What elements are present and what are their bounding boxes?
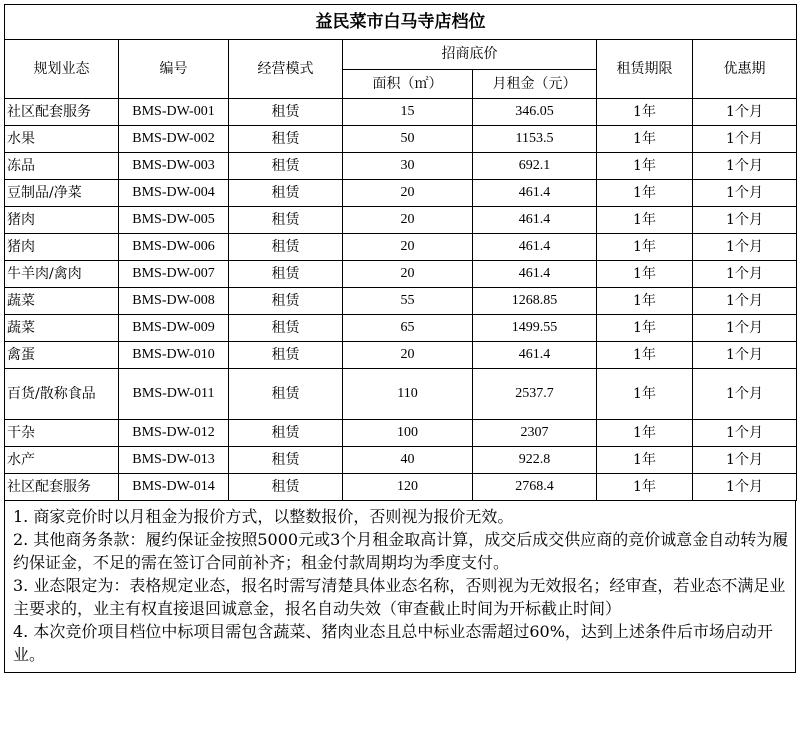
cell-discount: 1个月 [693, 207, 797, 234]
header-mode: 经营模式 [229, 40, 343, 99]
cell-discount: 1个月 [693, 99, 797, 126]
table-row [5, 288, 797, 315]
cell-mode: 租赁 [229, 261, 343, 288]
cell-code: BMS-DW-013 [119, 447, 229, 474]
cell-discount: 1个月 [693, 369, 797, 420]
header-monthly-rent: 月租金（元） [473, 69, 597, 99]
cell-mode: 租赁 [229, 315, 343, 342]
cell-code: BMS-DW-002 [119, 126, 229, 153]
cell-business: 蔬菜 [5, 288, 119, 315]
cell-business: 蔬菜 [5, 315, 119, 342]
cell-code: BMS-DW-007 [119, 261, 229, 288]
note-item: 3. 业态限定为：表格规定业态，报名时需写清楚具体业态名称，否则视为无效报名；经审查，若业态不满足业主要求的，业主有权直接退回诚意金，报名自动失效（审查截止时间为开标截止时间） [13, 576, 786, 618]
cell-term: 1年 [597, 288, 693, 315]
cell-area: 55 [343, 288, 473, 315]
cell-business: 社区配套服务 [5, 99, 119, 126]
cell-discount: 1个月 [693, 420, 797, 447]
cell-code: BMS-DW-014 [119, 474, 229, 501]
cell-area: 110 [343, 369, 473, 420]
cell-code: BMS-DW-006 [119, 234, 229, 261]
cell-code: BMS-DW-009 [119, 315, 229, 342]
cell-code: BMS-DW-001 [119, 99, 229, 126]
cell-rent: 692.1 [473, 153, 597, 180]
cell-rent: 1499.55 [473, 315, 597, 342]
cell-discount: 1个月 [693, 474, 797, 501]
cell-area: 20 [343, 207, 473, 234]
note-item: 2. 其他商务条款：履约保证金按照5000元或3个月租金取高计算，成交后成交供应商的竞价诚意金自动转为履约保证金，不足的需在签订合同前补齐；租金付款周期均为季度支付。 [13, 530, 789, 572]
cell-business: 冻品 [5, 153, 119, 180]
table-row [5, 180, 797, 207]
cell-business: 猪肉 [5, 234, 119, 261]
cell-business: 干杂 [5, 420, 119, 447]
table-row [5, 420, 797, 447]
cell-term: 1年 [597, 153, 693, 180]
cell-discount: 1个月 [693, 180, 797, 207]
table-row [5, 315, 797, 342]
cell-discount: 1个月 [693, 153, 797, 180]
cell-term: 1年 [597, 234, 693, 261]
cell-area: 100 [343, 420, 473, 447]
cell-rent: 2307 [473, 420, 597, 447]
cell-term: 1年 [597, 315, 693, 342]
cell-term: 1年 [597, 99, 693, 126]
cell-rent: 1268.85 [473, 288, 597, 315]
table-row [5, 126, 797, 153]
table-row [5, 99, 797, 126]
cell-rent: 2537.7 [473, 369, 597, 420]
cell-rent: 461.4 [473, 180, 597, 207]
header-reserve-price: 招商底价 [343, 40, 597, 70]
cell-discount: 1个月 [693, 288, 797, 315]
cell-code: BMS-DW-004 [119, 180, 229, 207]
cell-rent: 2768.4 [473, 474, 597, 501]
cell-mode: 租赁 [229, 420, 343, 447]
cell-mode: 租赁 [229, 447, 343, 474]
cell-discount: 1个月 [693, 126, 797, 153]
cell-business: 水产 [5, 447, 119, 474]
cell-mode: 租赁 [229, 153, 343, 180]
cell-mode: 租赁 [229, 288, 343, 315]
cell-rent: 461.4 [473, 261, 597, 288]
cell-rent: 461.4 [473, 207, 597, 234]
cell-discount: 1个月 [693, 342, 797, 369]
cell-discount: 1个月 [693, 261, 797, 288]
cell-discount: 1个月 [693, 447, 797, 474]
cell-term: 1年 [597, 474, 693, 501]
document-sheet [4, 4, 796, 733]
header-term: 租赁期限 [597, 40, 693, 99]
cell-business: 豆制品/净菜 [5, 180, 119, 207]
notes-section [4, 501, 796, 673]
header-discount: 优惠期 [693, 40, 797, 99]
cell-mode: 租赁 [229, 369, 343, 420]
table-row [5, 153, 797, 180]
cell-code: BMS-DW-010 [119, 342, 229, 369]
cell-business: 社区配套服务 [5, 474, 119, 501]
cell-rent: 461.4 [473, 342, 597, 369]
note-item: 1. 商家竞价时以月租金为报价方式，以整数报价，否则视为报价无效。 [13, 507, 514, 526]
cell-mode: 租赁 [229, 234, 343, 261]
cell-code: BMS-DW-012 [119, 420, 229, 447]
cell-area: 30 [343, 153, 473, 180]
cell-rent: 346.05 [473, 99, 597, 126]
table-title: 益民菜市白马寺店档位 [5, 5, 797, 40]
cell-term: 1年 [597, 420, 693, 447]
cell-rent: 922.8 [473, 447, 597, 474]
cell-area: 20 [343, 234, 473, 261]
cell-area: 20 [343, 180, 473, 207]
cell-area: 120 [343, 474, 473, 501]
cell-mode: 租赁 [229, 99, 343, 126]
note-item: 4. 本次竞价项目档位中标项目需包含蔬菜、猪肉业态且总中标业态需超过60%，达到上述条件后市场启动开业。 [13, 622, 773, 664]
cell-area: 40 [343, 447, 473, 474]
cell-area: 20 [343, 342, 473, 369]
table-row [5, 447, 797, 474]
cell-area: 15 [343, 99, 473, 126]
cell-business: 禽蛋 [5, 342, 119, 369]
cell-term: 1年 [597, 447, 693, 474]
cell-term: 1年 [597, 369, 693, 420]
table-row [5, 369, 797, 420]
table-row [5, 342, 797, 369]
cell-code: BMS-DW-008 [119, 288, 229, 315]
header-code: 编号 [119, 40, 229, 99]
table-row [5, 234, 797, 261]
stall-table [4, 4, 797, 501]
cell-business: 百货/散称食品 [5, 369, 119, 420]
cell-mode: 租赁 [229, 207, 343, 234]
cell-term: 1年 [597, 126, 693, 153]
cell-business: 猪肉 [5, 207, 119, 234]
cell-term: 1年 [597, 261, 693, 288]
cell-mode: 租赁 [229, 474, 343, 501]
cell-term: 1年 [597, 342, 693, 369]
cell-rent: 1153.5 [473, 126, 597, 153]
cell-term: 1年 [597, 180, 693, 207]
table-row [5, 207, 797, 234]
cell-discount: 1个月 [693, 234, 797, 261]
cell-code: BMS-DW-005 [119, 207, 229, 234]
table-row [5, 474, 797, 501]
cell-term: 1年 [597, 207, 693, 234]
cell-discount: 1个月 [693, 315, 797, 342]
cell-business: 牛羊肉/禽肉 [5, 261, 119, 288]
cell-area: 50 [343, 126, 473, 153]
cell-mode: 租赁 [229, 126, 343, 153]
cell-rent: 461.4 [473, 234, 597, 261]
cell-area: 20 [343, 261, 473, 288]
cell-code: BMS-DW-003 [119, 153, 229, 180]
cell-area: 65 [343, 315, 473, 342]
cell-mode: 租赁 [229, 180, 343, 207]
header-business: 规划业态 [5, 40, 119, 99]
cell-mode: 租赁 [229, 342, 343, 369]
cell-code: BMS-DW-011 [119, 369, 229, 420]
table-row [5, 261, 797, 288]
header-area: 面积（㎡） [343, 69, 473, 99]
cell-business: 水果 [5, 126, 119, 153]
